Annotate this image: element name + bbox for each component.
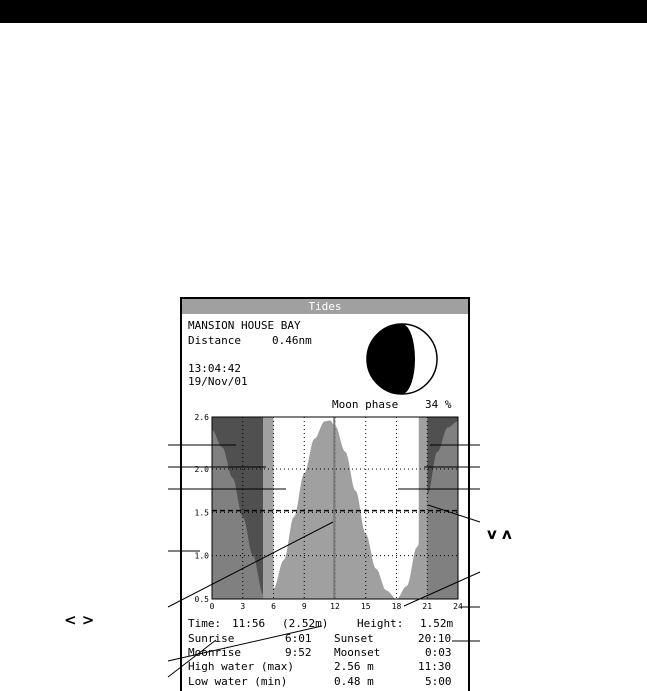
x-tick-label: 24	[453, 602, 463, 611]
moon-phase-label: Moon phase	[332, 398, 399, 411]
y-tick-label: 0.5	[194, 595, 209, 604]
x-tick-label: 3	[240, 602, 246, 611]
distance-value: 0.46nm	[272, 334, 312, 347]
y-tick-label: 1.5	[194, 508, 209, 518]
moonset-value: 0:03	[425, 646, 452, 659]
low-water-height: 0.48 m	[334, 675, 374, 688]
window-title: Tides	[182, 299, 468, 314]
y-tick-label: 1.0	[194, 551, 209, 561]
sunset-value: 20:10	[418, 632, 452, 645]
sunset-label: Sunset	[334, 632, 374, 645]
x-tick-label: 0	[209, 602, 215, 611]
down-up-arrow-keys: v ʌ	[487, 525, 512, 543]
x-tick-label: 18	[391, 602, 402, 611]
left-right-arrow-keys: < >	[64, 611, 95, 629]
location-name: MANSION HOUSE BAY	[188, 319, 301, 332]
x-tick-label: 9	[301, 602, 307, 611]
cursor-height-value: 1.52m	[420, 617, 454, 630]
low-water-time: 5:00	[425, 675, 452, 688]
high-water-height: 2.56 m	[334, 660, 374, 673]
distance-label: Distance	[188, 334, 241, 347]
clock-time: 13:04:42	[188, 362, 241, 375]
cursor-time-height: (2.52m)	[282, 617, 329, 630]
y-tick-label: 2.0	[194, 465, 209, 474]
moonrise-value: 9:52	[285, 646, 312, 659]
moonrise-label: Moonrise	[188, 646, 241, 659]
clock-date: 19/Nov/01	[188, 375, 248, 388]
sunrise-label: Sunrise	[188, 632, 235, 645]
x-tick-label: 6	[271, 602, 276, 611]
low-water-label: Low water (min)	[188, 675, 288, 688]
cursor-time-value: 11:56	[232, 617, 266, 630]
cursor-height-label: Height:	[357, 617, 404, 630]
y-tick-label: 2.6	[194, 413, 209, 422]
high-water-label: High water (max)	[188, 660, 294, 673]
x-tick-label: 21	[422, 602, 433, 611]
x-tick-label: 15	[360, 602, 371, 611]
moonset-label: Moonset	[334, 646, 381, 659]
x-tick-label: 12	[330, 602, 340, 611]
sunrise-value: 6:01	[285, 632, 312, 645]
high-water-time: 11:30	[418, 660, 452, 673]
cursor-time-label: Time:	[188, 617, 222, 630]
moon-phase-value: 34 %	[425, 398, 452, 411]
